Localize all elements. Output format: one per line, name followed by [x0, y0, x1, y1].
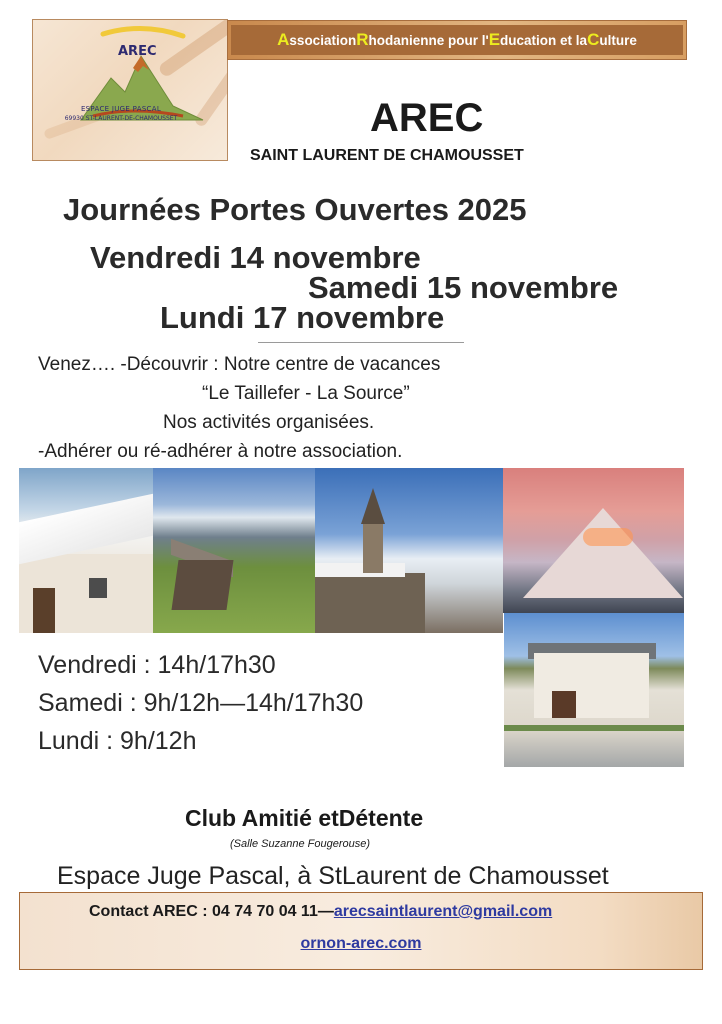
club-name: Club Amitié etDétente [185, 805, 424, 831]
page-title: AREC [370, 96, 484, 140]
hours-monday: Lundi : 9h/12h [38, 727, 197, 755]
venue-address: Espace Juge Pascal, à StLaurent de Chamousset [57, 862, 609, 890]
event-date-saturday: Samedi 15 novembre [308, 270, 619, 305]
photo-snowy-chalet [19, 468, 153, 633]
photo-mountain-sunset [503, 468, 684, 613]
event-date-friday: Vendredi 14 novembre [90, 240, 421, 275]
event-date-monday: Lundi 17 novembre [160, 300, 445, 335]
room-name: (Salle Suzanne Fougerouse) [230, 838, 371, 850]
logo-address-line1: ESPACE JUGE PASCAL [80, 105, 162, 113]
intro-line: “Le Taillefer - La Source” [202, 383, 410, 404]
event-title: Journées Portes Ouvertes 2025 [63, 192, 527, 227]
photo-mountain-hut [153, 468, 315, 633]
photo-village-church [315, 468, 503, 633]
hours-friday: Vendredi : 14h/17h30 [38, 651, 276, 679]
photo-holiday-centre [504, 613, 684, 767]
mountain-logo-icon [33, 20, 227, 160]
association-name: A ssociation R hodanienne pour l' E ducation et la C ulture [231, 25, 683, 55]
association-banner [227, 20, 687, 60]
divider [258, 342, 464, 343]
logo-name: AREC [118, 44, 157, 59]
website-link[interactable]: ornon-arec.com [300, 935, 422, 952]
intro-line: Venez…. -Découvrir : Notre centre de vacances [38, 354, 441, 375]
intro-line: Nos activités organisées. [163, 412, 375, 433]
email-link[interactable]: arecsaintlaurent@gmail.com [333, 903, 553, 920]
contact-phone: Contact AREC : 04 74 70 04 11— [89, 903, 334, 920]
arec-logo [32, 19, 228, 161]
logo-address-line2: 69930 ST-LAURENT-DE-CHAMOUSSET [64, 115, 178, 122]
intro-line: -Adhérer ou ré-adhérer à notre association. [38, 441, 403, 462]
hours-saturday: Samedi : 9h/12h—14h/17h30 [38, 689, 364, 717]
page-subtitle: SAINT LAURENT DE CHAMOUSSET [250, 147, 524, 164]
contact-line [89, 903, 552, 921]
